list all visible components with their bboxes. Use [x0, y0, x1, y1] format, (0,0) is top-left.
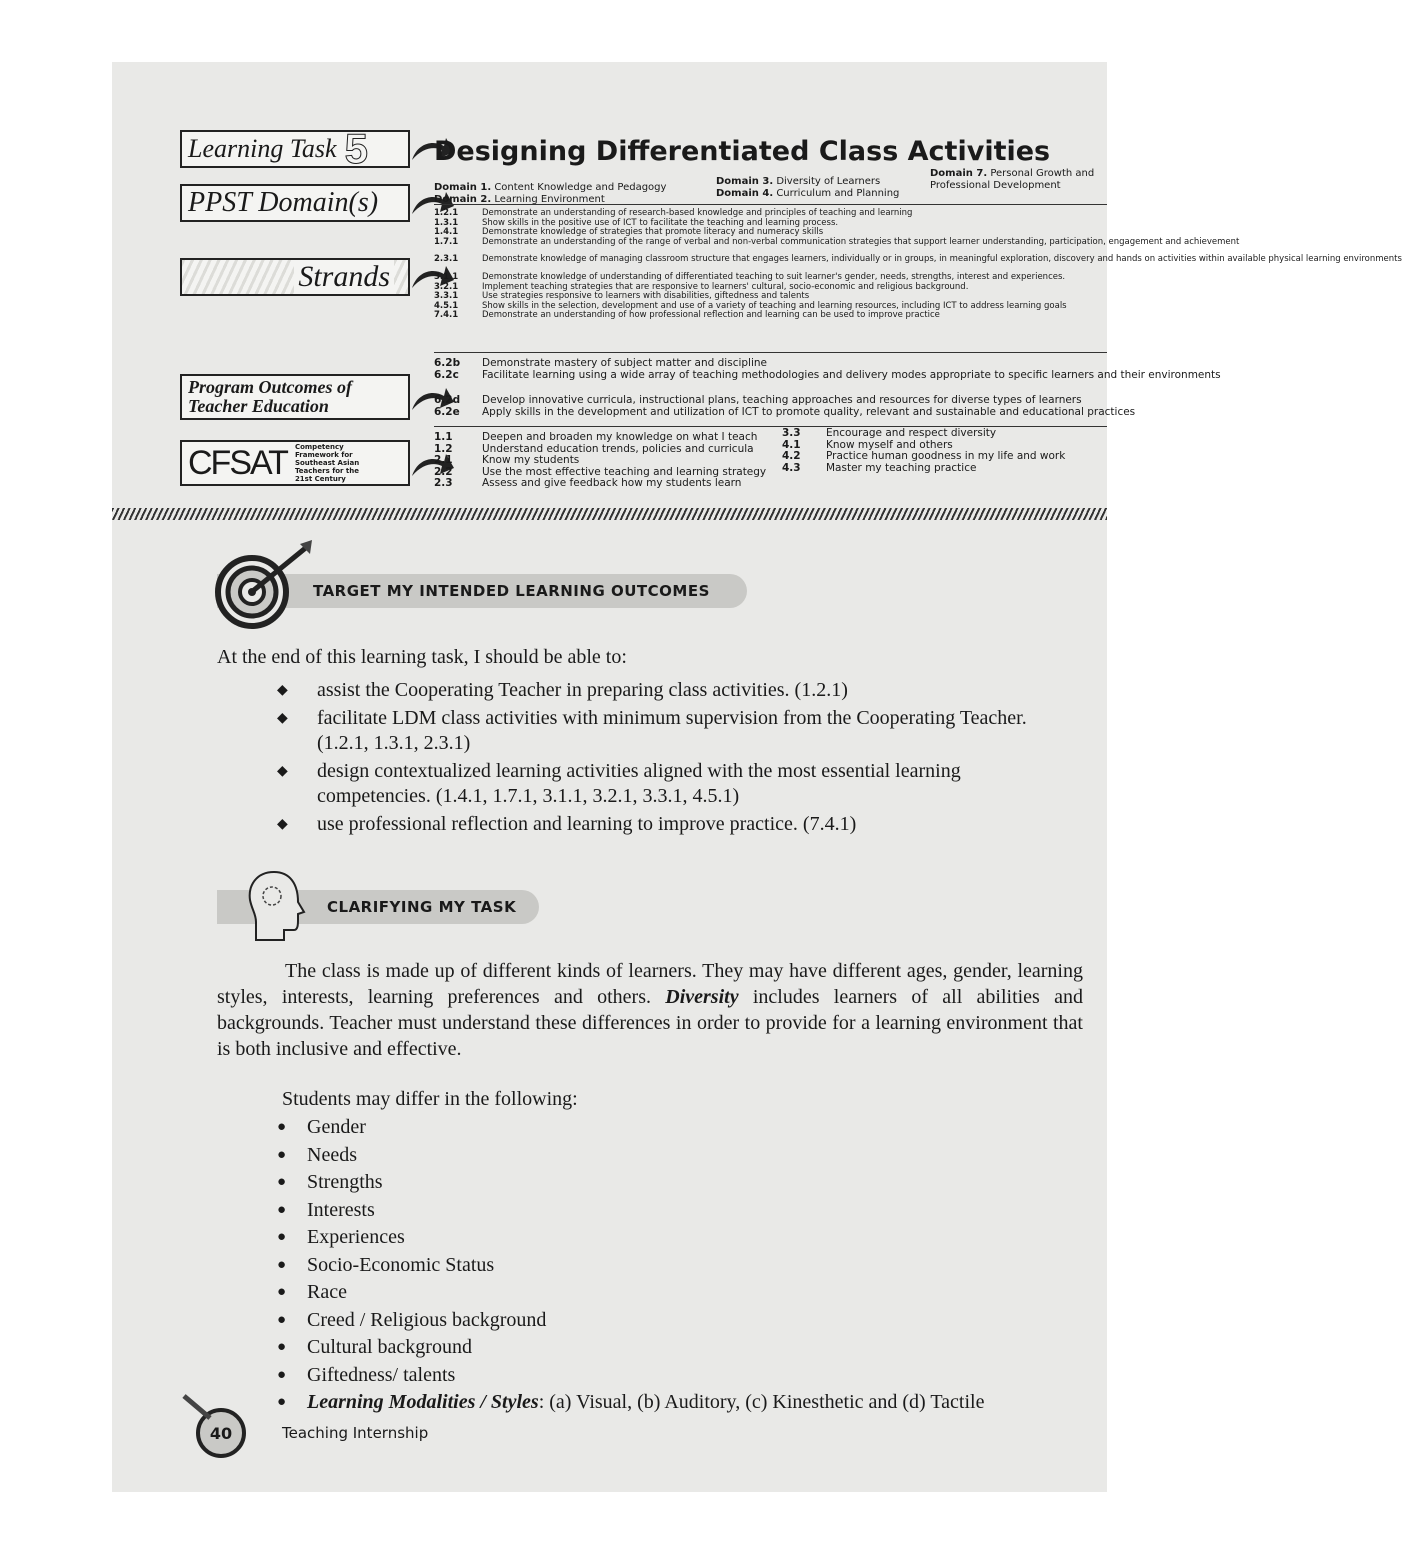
list-item: ◆ use professional reflection and learning to improve practice. (7.4.1): [277, 812, 1037, 837]
outcome-code-item: 6.2d Develop innovative curricula, instructional plans, teaching approaches and resources for diverse types of learners: [434, 394, 1082, 406]
strand-item: 1.2.1 Demonstrate an understanding of research-based knowledge and principles of teaching and learning: [434, 208, 913, 218]
learning-outcomes-list: [277, 678, 1037, 840]
task-number: 5: [344, 125, 368, 172]
strand-item: 1.3.1 Show skills in the positive use of ICT to facilitate the teaching and learning process.: [434, 217, 839, 228]
cfsat-item: 3.3 Encourage and respect diversity: [782, 427, 997, 439]
differences-list: [277, 1114, 1077, 1417]
domain-item: Domain 1. Content Knowledge and Pedagogy: [434, 182, 667, 193]
strand-item: 3.1.1 Demonstrate knowledge of understanding of differentiated teaching to suit learner's gender, needs, strengths, interest and experiences.: [434, 271, 1066, 282]
list-item: ● Strengths: [277, 1169, 1077, 1197]
strand-item: 2.3.1 Demonstrate knowledge of managing classroom structure that engages learners, individually or in groups, in meaningful exploration, discovery and hands on activities within available physical learning environments: [434, 254, 1402, 265]
differences-intro: Students may differ in the following:: [282, 1088, 578, 1110]
ppst-domain-label: PPST Domain(s): [188, 187, 379, 218]
program-outcomes-tab: [180, 374, 410, 420]
list-item: ● Giftedness/ talents: [277, 1362, 1077, 1390]
cfsat-item: 1.2 Understand education trends, policies and curricula: [434, 442, 754, 455]
head-thinking-icon: [244, 868, 314, 944]
target-icon: [212, 540, 322, 630]
cfsat-label: CFSAT: [188, 443, 287, 482]
cfsat-subtitle: Competency Framework for Southeast Asian Teachers for the 21st Century: [294, 443, 360, 483]
clarifying-task-heading: CLARIFYING MY TASK: [327, 898, 517, 916]
outcome-code-item: 6.2b Demonstrate mastery of subject matter and discipline: [434, 357, 767, 369]
cfsat-list-right: [782, 428, 1107, 474]
pencil-icon: [180, 1392, 214, 1422]
domain-item: Domain 2. Learning Environment: [434, 194, 605, 205]
cfsat-item: 4.2 Practice human goodness in my life and work: [782, 450, 1066, 462]
divider: [434, 352, 1107, 353]
cfsat-item: 2.2 Use the most effective teaching and learning strategy: [434, 465, 767, 478]
list-item: ● Race: [277, 1279, 1077, 1307]
strand-item: 4.5.1 Show skills in the selection, development and use of a variety of teaching and learning resources, including ICT to address learning goals: [434, 300, 1067, 311]
list-item: ◆ assist the Cooperating Teacher in preparing class activities. (1.2.1): [277, 678, 1037, 703]
strand-item: 3.3.1 Use strategies responsive to learners with disabilities, giftedness and talents: [434, 291, 810, 302]
domain-item: Domain 4. Curriculum and Planning: [716, 188, 900, 199]
strand-item: 7.4.1 Demonstrate an understanding of how professional reflection and learning can be used to improve practice: [434, 310, 940, 321]
strands-list: [434, 208, 1402, 321]
learning-task-label: Learning Task: [188, 134, 337, 163]
cfsat-list-left: [434, 432, 834, 490]
list-item: ● Creed / Religious background: [277, 1307, 1077, 1335]
domain-list-col2: [716, 176, 899, 200]
domain-item: Domain 7. Personal Growth and Professional Development: [930, 168, 1095, 191]
document-page: [112, 62, 1402, 1492]
divider: [434, 426, 1107, 427]
list-item: [277, 1389, 1077, 1417]
strand-item: 1.7.1 Demonstrate an understanding of the range of verbal and non-verbal communication strategies that support learner understanding, participation, engagement and achievement: [434, 236, 1240, 247]
book-title: Teaching Internship: [282, 1424, 429, 1442]
cfsat-item: 4.3 Master my teaching practice: [782, 461, 977, 474]
list-item: ● Cultural background: [277, 1334, 1077, 1362]
ppst-domain-tab: [180, 184, 410, 222]
cfsat-tab: [180, 440, 410, 486]
list-item: ● Gender: [277, 1114, 1077, 1142]
cfsat-item: 2.1 Know my students: [434, 454, 580, 466]
list-item: ◆ design contextualized learning activities aligned with the most essential learning competencies. (1.4.1, 1.7.1, 3.1.1, 3.2.1, 3.3.1, 4.5.1): [277, 759, 1037, 809]
list-item: ● Interests: [277, 1197, 1077, 1225]
strands-tab: [180, 258, 410, 296]
domain-item: Domain 3. Diversity of Learners: [716, 176, 881, 187]
page-number: 40: [209, 1423, 233, 1443]
strand-item: 1.4.1 Demonstrate knowledge of strategies that promote literacy and numeracy skills: [434, 227, 824, 238]
modalities-label: Learning Modalities / Styles: [307, 1391, 539, 1413]
outcomes-intro: At the end of this learning task, I should be able to:: [217, 646, 627, 668]
cfsat-item: 2.3 Assess and give feedback how my students learn: [434, 477, 742, 489]
strand-item: 3.2.1 Implement teaching strategies that are responsive to learners' cultural, socio-economic and religious background.: [434, 281, 969, 292]
strands-label: Strands: [294, 260, 394, 294]
divider: [434, 204, 1107, 205]
page-title: Designing Differentiated Class Activities: [434, 136, 1051, 167]
list-item: ● Needs: [277, 1142, 1077, 1170]
cfsat-item: 4.1 Know myself and others: [782, 438, 953, 451]
program-outcomes-list: [434, 357, 1221, 418]
domain-list-col1: [434, 182, 666, 206]
program-outcomes-label: Program Outcomes of Teacher Education: [188, 377, 352, 416]
modalities-text: : (a) Visual, (b) Auditory, (c) Kinesthetic and (d) Tactile: [538, 1391, 985, 1413]
learning-task-tab: [180, 125, 410, 172]
domain-list-col3: [930, 168, 1107, 192]
outcome-code-item: 6.2c Facilitate learning using a wide array of teaching methodologies and delivery modes appropriate to specific learners and their environments: [434, 368, 1221, 381]
list-item: ● Experiences: [277, 1224, 1077, 1252]
hatched-divider: [112, 508, 1107, 520]
list-item: ◆ facilitate LDM class activities with minimum supervision from the Cooperating Teacher. (1.2.1, 1.3.1, 2.3.1): [277, 706, 1037, 756]
diversity-paragraph: The class is made up of different kinds of learners. They may have different ages, gender, learning styles, interests, learning preferences and others. Diversity includes learners of all abilities and backgrounds. Teacher must understand these differences in order to provide for a learning environment that is both inclusive and effective.: [217, 960, 1083, 1060]
diversity-term: Diversity: [665, 986, 739, 1008]
target-outcomes-heading: TARGET MY INTENDED LEARNING OUTCOMES: [313, 582, 710, 600]
outcome-code-item: 6.2e Apply skills in the development and utilization of ICT to promote quality, relevant and sustainable and educational practices: [434, 405, 1136, 418]
cfsat-item: 1.1 Deepen and broaden my knowledge on what I teach: [434, 431, 758, 443]
list-item: ● Socio-Economic Status: [277, 1252, 1077, 1280]
